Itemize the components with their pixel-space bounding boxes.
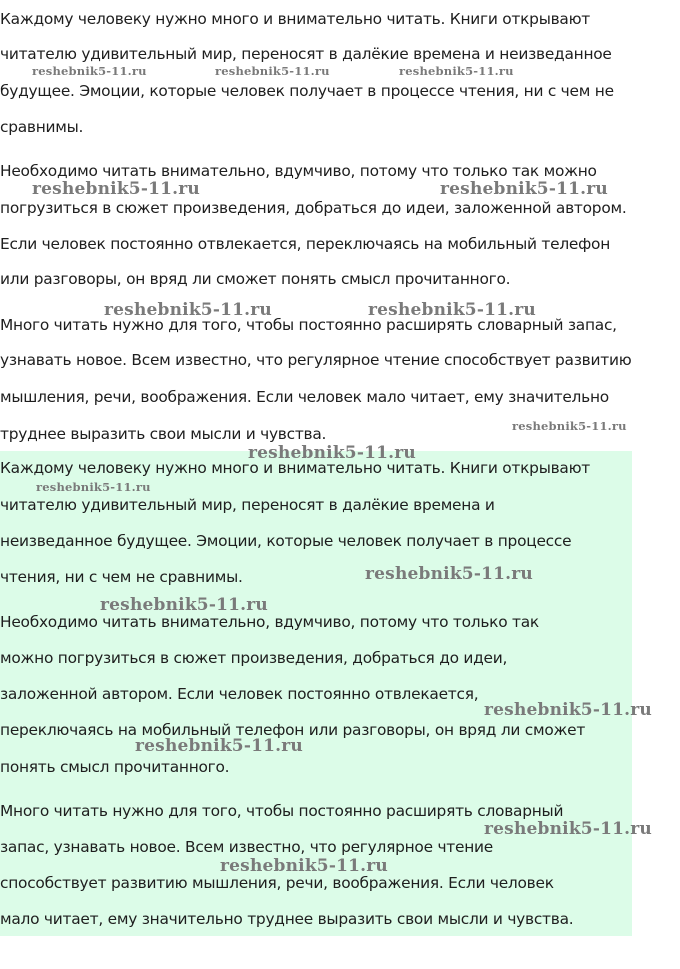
paragraph-line: неизведанное будущее. Эмоции, которые человек получает в процессе	[0, 532, 572, 550]
watermark: reshebnik5-11.ru	[365, 564, 533, 584]
paragraph-line: или разговоры, он вряд ли сможет понять смысл прочитанного.	[0, 270, 511, 288]
paragraph-line: заложенной автором. Если человек постоянно отвлекается,	[0, 685, 479, 703]
paragraph-line: читателю удивительный мир, переносят в далёкие времена и неизведанное	[0, 45, 612, 63]
paragraph-line: погрузиться в сюжет произведения, добраться до идеи, заложенной автором.	[0, 199, 627, 217]
watermark: reshebnik5-11.ru	[368, 300, 536, 320]
watermark: reshebnik5-11.ru	[100, 595, 268, 615]
paragraph-line: чтения, ни с чем не сравнимы.	[0, 568, 243, 586]
paragraph-line: Если человек постоянно отвлекается, переключаясь на мобильный телефон	[0, 235, 611, 253]
watermark: reshebnik5-11.ru	[484, 819, 652, 839]
paragraph-line: узнавать новое. Всем известно, что регулярное чтение способствует развитию	[0, 351, 632, 369]
paragraph-line: труднее выразить свои мысли и чувства.	[0, 425, 327, 443]
watermark: reshebnik5-11.ru	[220, 856, 388, 876]
paragraph-line: можно погрузиться в сюжет произведения, добраться до идеи,	[0, 649, 508, 667]
watermark: reshebnik5-11.ru	[215, 64, 330, 78]
watermark: reshebnik5-11.ru	[135, 736, 303, 756]
watermark: reshebnik5-11.ru	[32, 64, 147, 78]
watermark: reshebnik5-11.ru	[440, 179, 608, 199]
paragraph-line: Необходимо читать внимательно, вдумчиво, потому что только так можно	[0, 162, 597, 180]
paragraph-line: сравнимы.	[0, 118, 84, 136]
watermark: reshebnik5-11.ru	[104, 300, 272, 320]
paragraph-line: мышления, речи, воображения. Если человек мало читает, ему значительно	[0, 388, 609, 406]
paragraph-line: запас, узнавать новое. Всем известно, что регулярное чтение	[0, 838, 494, 856]
paragraph-line: мало читает, ему значительно труднее выразить свои мысли и чувства.	[0, 910, 574, 928]
paragraph-line: Много читать нужно для того, чтобы постоянно расширять словарный	[0, 802, 564, 820]
paragraph-line: читателю удивительный мир, переносят в далёкие времена и	[0, 496, 495, 514]
watermark: reshebnik5-11.ru	[32, 179, 200, 199]
watermark: reshebnik5-11.ru	[248, 443, 416, 463]
watermark: reshebnik5-11.ru	[399, 64, 514, 78]
paragraph-line: будущее. Эмоции, которые человек получает в процессе чтения, ни с чем не	[0, 82, 614, 100]
paragraph-line: понять смысл прочитанного.	[0, 758, 230, 776]
paragraph-line: переключаясь на мобильный телефон или разговоры, он вряд ли сможет	[0, 721, 586, 739]
watermark: reshebnik5-11.ru	[484, 700, 652, 720]
paragraph-line: Необходимо читать внимательно, вдумчиво, потому что только так	[0, 613, 539, 631]
paragraph-line: способствует развитию мышления, речи, воображения. Если человек	[0, 874, 554, 892]
watermark: reshebnik5-11.ru	[36, 480, 151, 494]
paragraph-line: Каждому человеку нужно много и внимательно читать. Книги открывают	[0, 459, 591, 477]
paragraph-line: Много читать нужно для того, чтобы постоянно расширять словарный запас,	[0, 316, 617, 334]
paragraph-line: Каждому человеку нужно много и внимательно читать. Книги открывают	[0, 10, 591, 28]
watermark: reshebnik5-11.ru	[512, 419, 627, 433]
